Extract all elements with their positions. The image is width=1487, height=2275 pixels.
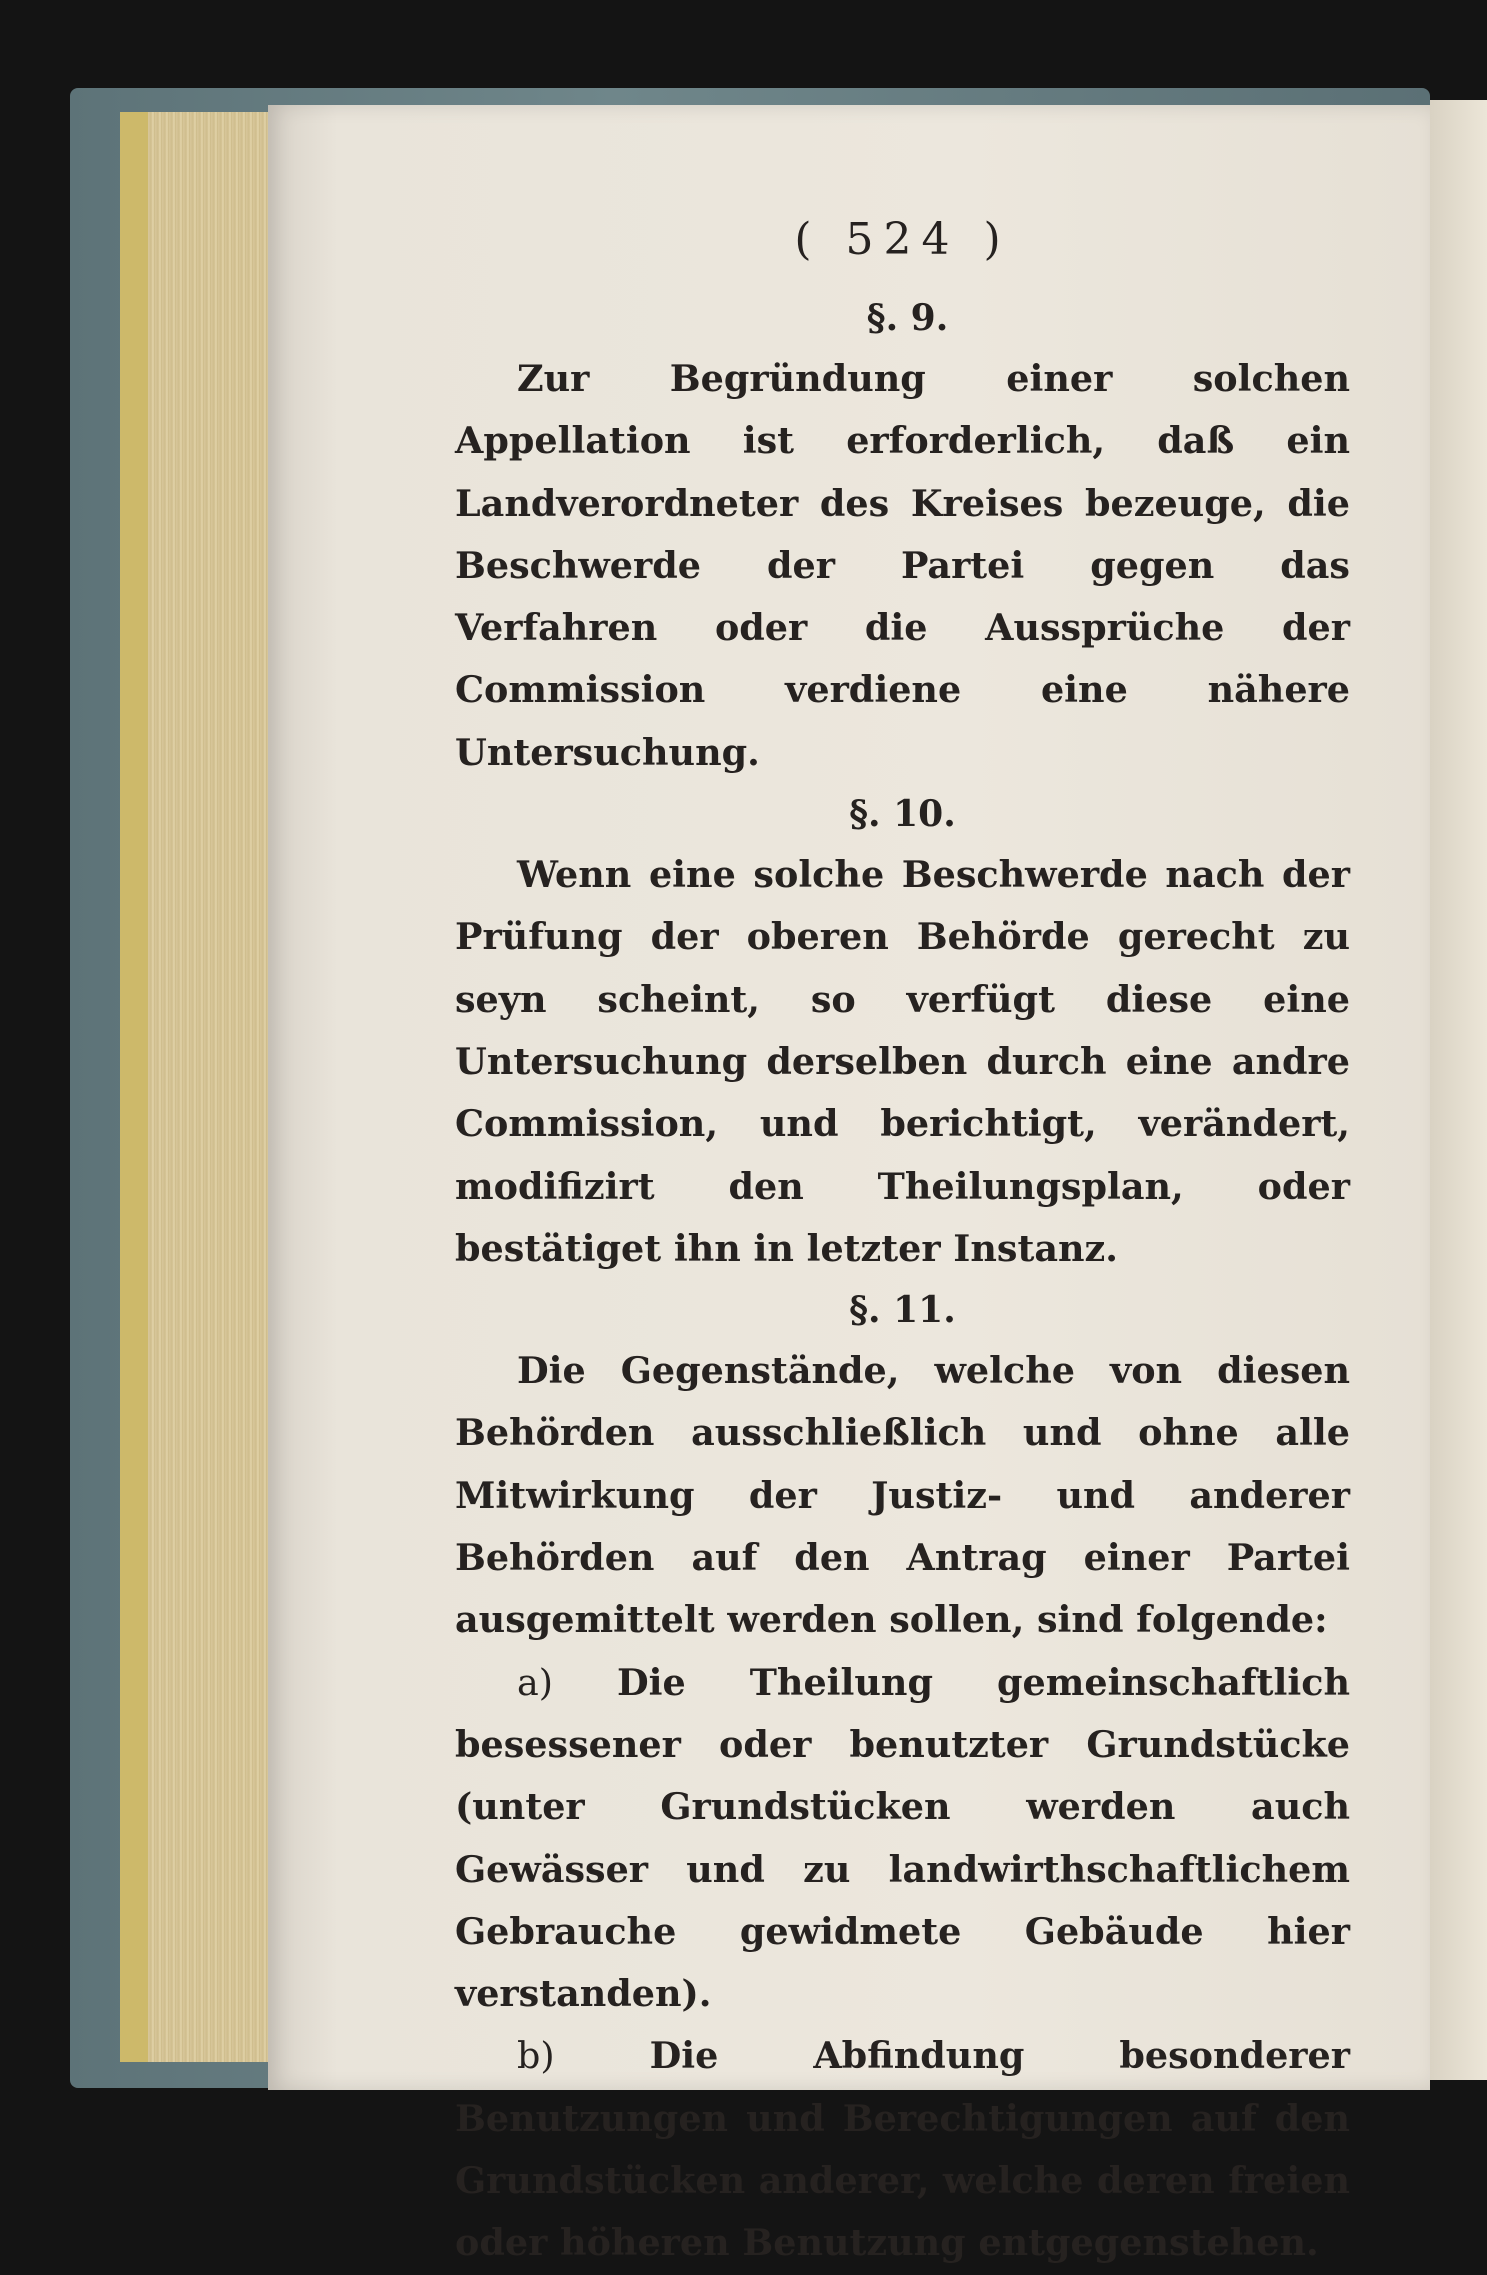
item-text-b: Die Abfindung besonderer Benutzungen und Berechtigungen auf den Grundstücken anderer, welche deren freien oder höheren Benutzung entgegenstehen. (455, 2034, 1350, 2265)
page-edges (120, 112, 280, 2062)
section-heading-9: §. 9. (866, 297, 949, 339)
list-item-a (455, 1652, 1350, 2026)
page-content (455, 212, 1350, 2275)
section-text-11: Die Gegenstände, welche von diesen Behörden ausschließlich und ohne alle Mitwirkung der Justiz- und anderer Behörden auf den Antrag einer Partei ausgemittelt werden sollen, sind folgende: (455, 1349, 1350, 1642)
section-text-9: Zur Begründung einer solchen Appellation ist erforderlich, daß ein Landverordneter des Kreises bezeuge, die Beschwerde der Partei gegen das Verfahren oder die Aussprüche der Commission verdiene eine nähere Untersuchung. (455, 357, 1350, 774)
list-item-b (455, 2025, 1350, 2274)
section-heading-10: §. 10. (849, 793, 956, 836)
facing-page-edge (1430, 100, 1487, 2080)
item-marker-a: a) (517, 1660, 554, 1704)
item-marker-b: b) (517, 2034, 555, 2078)
page-number: ( 524 ) (794, 214, 1011, 265)
section-text-10: Wenn eine solche Beschwerde nach der Prüfung der oberen Behörde gerecht zu seyn scheint, so verfügt diese eine Untersuchung derselben durch eine andre Commission, und berichtigt, verändert, modifizirt den Theilungsplan, oder bestätiget ihn in letzter Instanz. (455, 853, 1350, 1270)
section-heading-11: §. 11. (849, 1289, 956, 1332)
item-text-a: Die Theilung gemeinschaftlich besessener oder benutzter Grundstücke (unter Grundstücken werden auch Gewässer und zu landwirthschaftlichem Gebrauche gewidmete Gebäude hier verstanden). (455, 1660, 1350, 2016)
